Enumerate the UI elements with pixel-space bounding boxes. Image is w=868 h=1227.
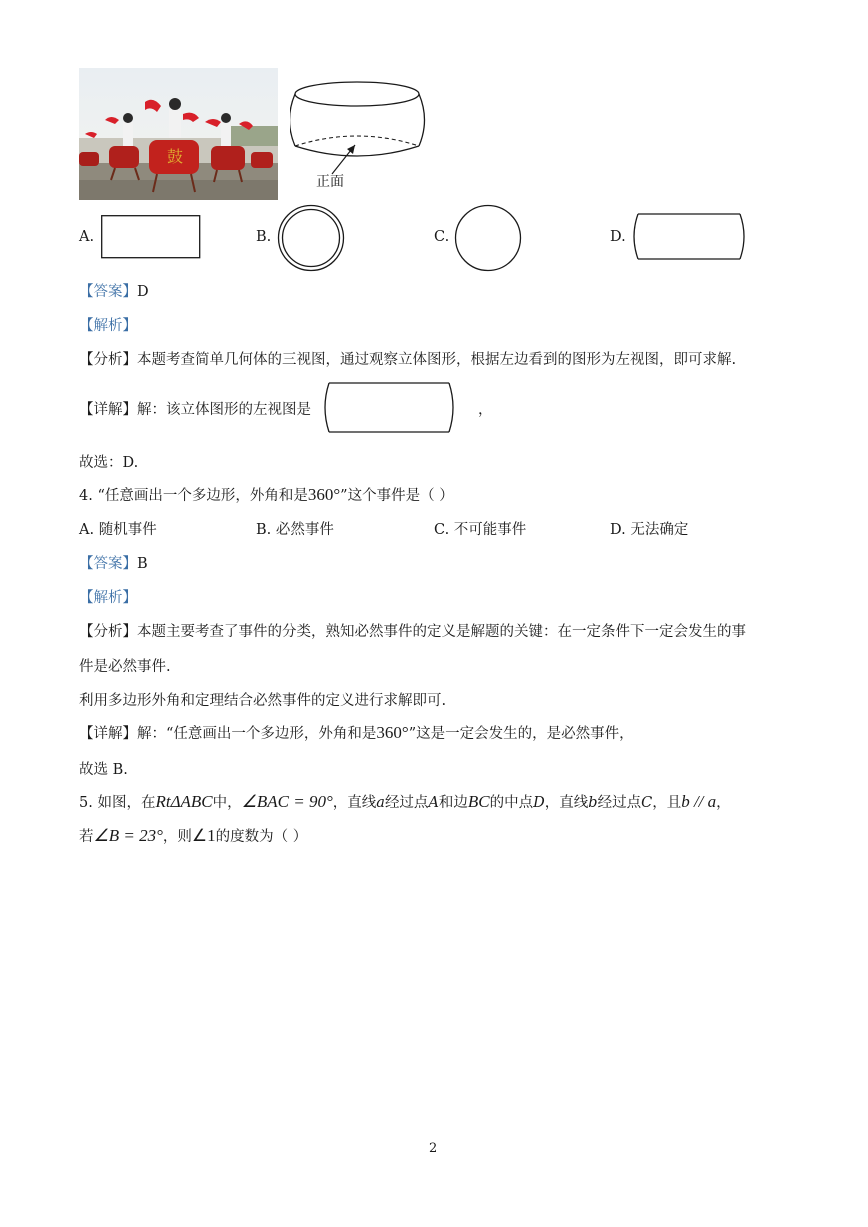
q5-line-a: a: [376, 795, 385, 811]
option-a-rectangle: [101, 215, 201, 263]
q5-rt: Rt: [155, 792, 171, 811]
q5-text: 5. 如图，在: [79, 795, 156, 811]
q5-text: 和边: [438, 795, 468, 811]
q5-angle-bac: ∠BAC = 90°: [241, 792, 333, 811]
answer-value: D: [137, 284, 149, 300]
option-b-double-circle: [277, 204, 345, 276]
q4-stem: [79, 484, 454, 505]
q5-line2: [79, 825, 307, 846]
q4-answer-line: [79, 552, 148, 573]
q5-text: ，直线: [332, 795, 377, 811]
q4-angle: 360°: [307, 485, 341, 504]
option-b-label: B.: [256, 229, 272, 245]
page-number: 2: [429, 1141, 438, 1156]
answer-tag: 【答案】: [79, 556, 137, 572]
q5-line-b: b: [588, 795, 598, 811]
q5-text: 中，: [212, 795, 242, 811]
q5-angle-b: ∠B = 23°: [93, 826, 163, 845]
q5-text: ，且: [652, 795, 682, 811]
q5-point-c: C: [641, 795, 653, 811]
q4-stem-after: ”这个事件是（ ）: [340, 488, 454, 504]
q5-text: 的中点: [489, 795, 534, 811]
q3-analysis-tag: 【解析】: [79, 318, 137, 334]
left-view-barrel-shape: [323, 382, 455, 438]
option-d-label: D.: [610, 229, 626, 245]
xiangjie-angle: 360°: [376, 723, 409, 742]
fenxi-tag: 【分析】: [79, 352, 137, 368]
drum-front-label: 正面: [316, 174, 344, 190]
fenxi-text: 本题考查简单几何体的三视图，通过观察立体图形，根据左边看到的图形为左视图，即可求解.: [137, 352, 737, 368]
drum-performance-photo: [79, 68, 278, 200]
answer-tag: 【答案】: [79, 284, 137, 300]
xiangjie-tag: 【详解】: [79, 402, 137, 418]
q3-fenxi-line: [79, 348, 736, 369]
option-c-circle: [454, 204, 522, 276]
drum-solid-figure: [290, 78, 430, 194]
q5-point-d: D: [533, 795, 545, 811]
svg-text:鼓: 鼓: [167, 147, 184, 166]
xiangjie-tag: 【详解】: [79, 726, 137, 742]
xiangjie-before: 解：“任意画出一个多边形，外角和是: [137, 726, 377, 742]
q4-option-d: D. 无法确定: [610, 522, 689, 538]
q4-option-a: A. 随机事件: [79, 522, 157, 538]
q4-method: 利用多边形外角和定理结合必然事件的定义进行求解即可.: [79, 693, 447, 709]
q3-conclusion: 故选：D.: [79, 455, 139, 471]
xiangjie-text: 解：该立体图形的左视图是: [137, 402, 311, 418]
q5-text: 若: [79, 829, 94, 845]
fenxi-text: 本题主要考查了事件的分类，熟知必然事件的定义是解题的关键：在一定条件下一定会发生的事: [137, 624, 746, 640]
q5-line1: [79, 791, 731, 812]
q5-text: ，: [716, 795, 731, 811]
q4-option-b: B. 必然事件: [256, 522, 334, 538]
option-a-label: A.: [79, 229, 95, 245]
answer-value: B: [137, 556, 148, 572]
q5-text: 经过点: [384, 795, 429, 811]
q5-text: ，直线: [544, 795, 589, 811]
option-d-barrel-shape: [632, 213, 746, 265]
q4-fenxi-line1: [79, 620, 746, 641]
q4-fenxi-line2: 件是必然事件.: [79, 659, 171, 675]
q5-text: 的度数为（ ）: [215, 829, 308, 845]
xiangjie-comma: ，: [478, 402, 493, 418]
q5-side-bc: BC: [467, 792, 490, 811]
q3-xiangjie-line: [79, 398, 311, 419]
q3-answer-line: [79, 280, 149, 301]
q4-xiangjie-line: [79, 722, 634, 743]
q4-option-c: C. 不可能事件: [434, 522, 527, 538]
q5-parallel: b // a: [681, 792, 717, 811]
xiangjie-after: ”这是一定会发生的，是必然事件，: [408, 726, 634, 742]
q5-point-a: A: [428, 795, 439, 811]
q5-text: 经过点: [597, 795, 642, 811]
fenxi-tag: 【分析】: [79, 624, 137, 640]
q4-conclusion: 故选 B.: [79, 762, 128, 778]
q5-angle-1: ∠1: [191, 826, 216, 845]
q5-text: ，则: [162, 829, 192, 845]
option-c-label: C.: [434, 229, 450, 245]
q4-analysis-tag: 【解析】: [79, 590, 137, 606]
q5-triangle: ΔABC: [170, 792, 213, 811]
q4-stem-before: 4. “任意画出一个多边形，外角和是: [79, 488, 308, 504]
